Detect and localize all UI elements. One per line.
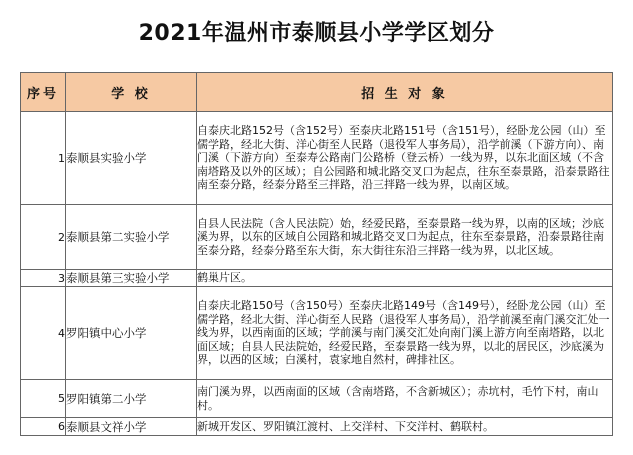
row-no: 2 [21,205,66,270]
table-row [21,418,613,436]
row-no: 6 [21,418,66,436]
row-no: 3 [21,270,66,287]
row-target: 自泰庆北路152号（含152号）至泰庆北路151号（含151号），经卧龙公园（山）至儒学路，经北大街、洋心街至人民路（退役军人事务局），沿学前溪（下游方向）、南门溪（下游方向）至泰寿公路南门公路桥（登云桥）一线为界，以东北面区域（不含南塔路及以外的区域）；自公园路和城北路交叉口为起点，往东至泰景路，沿泰景路往南至泰分路，经泰分路至三拌路，沿三拌路一线为界，以南区域。 [197,112,613,205]
row-target: 鹤巢片区。 [197,270,613,287]
table-row [21,112,613,205]
header-school: 学 校 [66,73,197,112]
page-title: 2021年温州市泰顺县小学学区划分 [138,21,495,46]
row-no: 1 [21,112,66,205]
header-no: 序号 [21,73,66,112]
school-district-table [20,72,613,436]
row-school: 泰顺县第二实验小学 [66,205,197,270]
row-no: 5 [21,380,66,418]
row-school: 泰顺县实验小学 [66,112,197,205]
row-target: 新城开发区、罗阳镇江渡村、上交洋村、下交洋村、鹤联村。 [197,418,613,436]
row-school: 罗阳镇第二小学 [66,380,197,418]
row-school: 泰顺县第三实验小学 [66,270,197,287]
table-row [21,380,613,418]
header-row [21,73,613,112]
table-row [21,270,613,287]
row-target: 自泰庆北路150号（含150号）至泰庆北路149号（含149号），经卧龙公园（山）至儒学路，经北大街、洋心街至人民路（退役军人事务局），沿学前溪至南门溪交汇处一线为界，以西南面的区域；学前溪与南门溪交汇处向南门溪上游方向至南塔路，以北面区域；自县人民法院始，经爱民路，至泰景路一线为界，以北的居民区，沙底溪为界，以西的区域；白溪村，袁家地自然村，碑排社区。 [197,287,613,380]
row-target: 自县人民法院（含人民法院）始，经爱民路，至泰景路一线为界，以南的区域；沙底溪为界，以东的区域自公园路和城北路交叉口为起点，往东至泰景路，沿泰景路往南至泰分路，经泰分路至东大街，东大街往东沿三拌路一线为界，以北区域。 [197,205,613,270]
header-target: 招 生 对 象 [197,73,613,112]
row-target: 南门溪为界，以西南面的区域（含南塔路，不含新城区）；赤坑村，毛竹下村，南山村。 [197,380,613,418]
row-no: 4 [21,287,66,380]
table-row [21,205,613,270]
row-school: 泰顺县文祥小学 [66,418,197,436]
row-school: 罗阳镇中心小学 [66,287,197,380]
table-row [21,287,613,380]
